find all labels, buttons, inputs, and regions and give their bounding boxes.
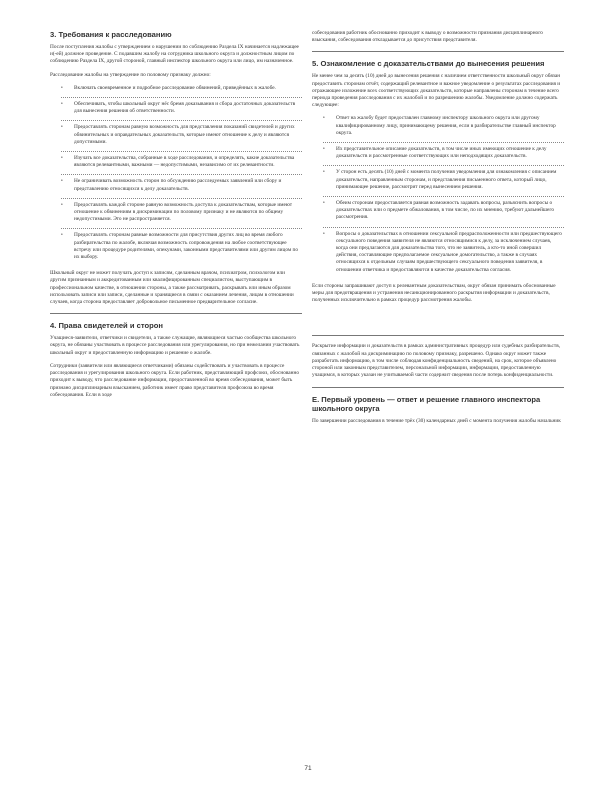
list-item: • Их представительное описание доказательств, в том числе иных имеющих отношение к делу доказательств и рассмотренные соответствующих или неподходящих доказательств. bbox=[323, 146, 564, 166]
bullet-mark-icon: • bbox=[323, 147, 325, 153]
left-column bbox=[50, 30, 302, 405]
section-divider bbox=[312, 51, 564, 52]
paragraph: Если стороны запрашивают доступ к релевантным доказательствам, округ обязан принимать обоснованные меры для предотвращения и устранения несанкционированного раскрытия информации и доказательств, полученных исключительно в рамках процедур рассмотрения жалобы. bbox=[312, 282, 556, 304]
bullet-mark-icon: • bbox=[61, 85, 63, 91]
section-3-title: 3. Требования к расследованию bbox=[50, 30, 172, 39]
bullet-mark-icon: • bbox=[61, 125, 63, 131]
list-item: • Изучать все доказательства, собранные в ходе расследования, и определять, какие доказательства являются релевантными, важными — недопустимыми, независимо от их релевантности. bbox=[61, 155, 302, 175]
bullet-mark-icon: • bbox=[61, 156, 63, 162]
list-item: • Ответ на жалобу будет предоставлен главному инспектору школьного округа или другому квалифицированному лицу, принимающему решения, если в разбирательстве главный инспектор округа. bbox=[323, 115, 564, 143]
requirements-list bbox=[50, 85, 302, 266]
page-number: 71 bbox=[304, 765, 312, 772]
bullet-mark-icon: • bbox=[323, 201, 325, 207]
bullet-mark-icon: • bbox=[323, 116, 325, 122]
list-item: • Обеим сторонам предоставляется равная возможность задавать вопросы, разъяснить вопросы о доказательствах или о предмете обжалования, в том числе, по их мнению, требуют дальнейшего рассмотрения. bbox=[323, 200, 564, 228]
list-item: • Предоставлять сторонам равную возможность для представления показаний свидетелей и других обвинительных и оправдательных доказательств, которые имеют отношение к делу и являются допустимыми. bbox=[61, 124, 302, 152]
bullet-mark-icon: • bbox=[61, 233, 63, 239]
section-divider bbox=[50, 313, 302, 314]
list-item: • Включать своевременное и подробное расследование обвинений, приведённых в жалобе. bbox=[61, 85, 302, 98]
list-item: • У сторон есть десять (10) дней с момента получения уведомления для ознакомления с описанием доказательств, направленным сторонам, и представления письменного ответа, который лицо, принимающее решение, рассмотрит перед вынесением решения. bbox=[323, 169, 564, 197]
section-e-title: Е. Первый уровень — ответ и решение главного инспектора школьного округа bbox=[312, 394, 541, 413]
paragraph: Учащиеся-заявители, ответчики и свидетели, а также служащие, являющиеся частью сообщества школьного округа, не обязаны участвовать в процессе расследования или урегулирования, но при нежелании участвовать школьный округ и предоставленную информацию и решение о жалобе. bbox=[50, 335, 300, 356]
section-divider bbox=[312, 335, 564, 336]
bullet-mark-icon: • bbox=[61, 179, 63, 185]
bullet-mark-icon: • bbox=[323, 231, 325, 237]
section-4-title: 4. Права свидетелей и сторон bbox=[50, 321, 163, 331]
paragraph: После поступления жалобы с утверждением о нарушении по соблюдению Раздела IX начинается надлежащее и(-ей) должное проведение. С подавшим жалобу на сотрудника школьного округа и должностным лицом по соблюдению Раздела IX, другой стороной, главный инспектор школьного округа или лицо, им назначенное. bbox=[50, 44, 299, 65]
notice-list bbox=[312, 115, 564, 278]
right-column bbox=[312, 30, 564, 431]
list-item: • Обеспечивать, чтобы школьный округ нёс бремя доказывания и сбора достаточных доказательств для вынесения решения об ответственности. bbox=[61, 101, 302, 121]
paragraph: Не менее чем за десять (10) дней до вынесения решения с наличием ответственности школьный округ обязан предоставить сторонам отчёт, содержащий релевантное и важное уведомление о результатах расследования и отражающее изложение всех соответствующих доказательств, которые направлены сторонам в течение всего периода проведения расследования с их жалобой и по разрешению жалобы. Уведомление должно содержать следующее: bbox=[312, 73, 561, 109]
spacer bbox=[312, 310, 564, 328]
paragraph: собеседования работник обоснованно приходит к выводу о возможности признания дисциплинарного взыскания, собеседования откладывается до присутствия представителя. bbox=[312, 30, 543, 44]
bullet-mark-icon: • bbox=[61, 102, 63, 108]
list-item: • Предоставлять сторонам равные возможности для присутствия других лиц во время любого разбирательства по жалобе, включая возможность сопровождения на любое соответствующее встречу или процедуре родителями, опекунами, законными представителями или другим лицом по их выбору. bbox=[61, 232, 299, 261]
section-divider bbox=[312, 387, 564, 388]
paragraph: Школьный округ не может получать доступ к записям, сделанным врачом, психиатром, психологом или другим признанным и аккредитованным или квалифицированным специалистом, выступающим в профессиональном качестве, в отношении стороны, а также рассматривать, раскрывать или иным образом использовать записи или записи, сделанные и хранящиеся в связи с оказанием лечения, лицам в отношении случаев, когда сторона предоставляет добровольное письменное предварительное согласие. bbox=[50, 270, 294, 306]
paragraph: Расследование жалобы на утверждение по половому признаку должно: bbox=[50, 71, 211, 78]
section-5-title: 5. Ознакомление с доказательствами до вынесения решения bbox=[312, 59, 545, 69]
bullet-mark-icon: • bbox=[323, 170, 325, 176]
paragraph: Раскрытие информации и доказательств в рамках административных процедур или судебных разбирательств, связанных с жалобой на дискриминацию по половому признаку, разрешено. Однако округ может также разработать информацию, в том числе соблюдая конфиденциальность сведений, на срок, которое объявлено стороной или законным представителем, персональной информации, информации, предоставленную учащимся, в которых указан не учитываемой части содержит сведения после потерь конфиденциальности. bbox=[312, 343, 561, 379]
paragraph: Сотрудники (заявители или являющиеся ответчиками) обязаны содействовать и участвовать в процессе расследования и урегулирования школьного округа. Если работник, представляющий профсоюз, обоснованно приходит к выводу, что расследование информации, предоставленной во время собеседования, может быть признано дисциплинарным взысканием, работник имеет право представителя профсоюза во время собеседования. Если в ходе bbox=[50, 362, 299, 398]
list-item: • Предоставлять каждой стороне равную возможность доступа к доказательствам, которые имеют отношение к обвинениям в дискриминации по половому признаку и не являются по общему недопустимыми. Это не распространяется. bbox=[61, 202, 302, 230]
bullet-mark-icon: • bbox=[61, 202, 63, 208]
list-item: • Вопросы о доказательствах в отношении сексуальной предрасположенности или предшествующего сексуального поведения заявителя не являются относящимися к делу, за исключением случаев, когда они предлагаются для доказательства того, что не заявитель, а кто-то иной совершил действия, составляющие предполагаемое сексуальное домогательство, а также в случаях относящихся к отдельным случаям предшествующего сексуального поведения заявителя, в отношении ответчика и предоставляются в качестве доказательства согласия. bbox=[323, 230, 562, 273]
list-item: • Не ограничивать возможность сторон по обсуждению расследуемых заявлений или сбору и представлению относящихся к делу доказательств. bbox=[61, 178, 302, 198]
paragraph: По завершении расследования в течение трёх (30) календарных дней с момента получения жалобы начальник bbox=[312, 417, 561, 424]
